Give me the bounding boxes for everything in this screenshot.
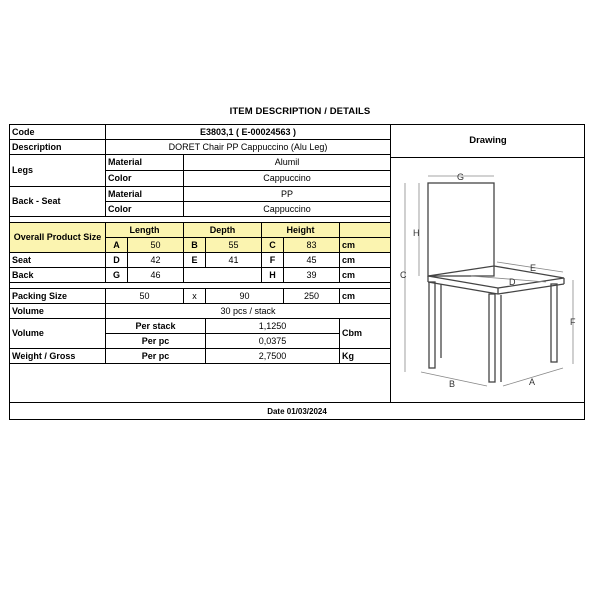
row-code [10, 125, 391, 140]
drawing-label-f: F [570, 317, 576, 327]
legs-material-label: Material [106, 155, 184, 171]
h-value: 39 [284, 268, 340, 283]
f-label: F [262, 253, 284, 268]
packing-unit: cm [340, 289, 391, 304]
back-unit: cm [340, 268, 391, 283]
drawing-label-c: C [400, 270, 407, 280]
document-title: ITEM DESCRIPTION / DETAILS [229, 106, 371, 117]
drawing-label-a: A [529, 377, 536, 387]
overall-size-label: Overall Product Size [10, 223, 106, 253]
back-seat-label: Back - Seat [10, 187, 106, 217]
row-packing [10, 289, 391, 304]
c-value: 83 [284, 238, 340, 253]
g-label: G [106, 268, 128, 283]
legs-material-value: Alumil [184, 155, 391, 171]
drawing-label-e: E [530, 263, 537, 273]
drawing-label-h: H [413, 228, 420, 238]
depth-header: Depth [184, 223, 262, 238]
b-value: 55 [206, 238, 262, 253]
packing-height: 250 [284, 289, 340, 304]
a-label: A [106, 238, 128, 253]
g-value: 46 [128, 268, 184, 283]
description-value: DORET Chair PP Cappuccino (Alu Leg) [106, 140, 391, 155]
back-seat-color-value: Cappuccino [184, 202, 391, 217]
row-description [10, 140, 391, 155]
drawing-label-b: B [449, 379, 456, 389]
row-legs-material [10, 155, 391, 171]
back-blank [184, 268, 262, 283]
legs-color-value: Cappuccino [184, 171, 391, 187]
seat-label: Seat [10, 253, 106, 268]
row-volume-per-stack [10, 319, 391, 334]
h-label: H [262, 268, 284, 283]
packing-x1: x [184, 289, 206, 304]
row-seat [10, 253, 391, 268]
row-back [10, 268, 391, 283]
drawing-label-d: D [509, 277, 516, 287]
packing-label: Packing Size [10, 289, 106, 304]
volume-label-1: Volume [10, 304, 106, 319]
d-label: D [106, 253, 128, 268]
chair-drawing [391, 158, 585, 402]
back-label: Back [10, 268, 106, 283]
d-value: 42 [128, 253, 184, 268]
overall-header-blank [340, 223, 391, 238]
back-seat-color-label: Color [106, 202, 184, 217]
e-label: E [184, 253, 206, 268]
code-value: E3803,1 ( E-00024563 ) [106, 125, 391, 140]
packing-width: 90 [206, 289, 284, 304]
row-weight [10, 349, 391, 364]
weight-value: 2,7500 [206, 349, 340, 364]
chair-leg-front-left [429, 282, 435, 368]
per-pc-label: Per pc [106, 334, 206, 349]
volume-unit: Cbm [340, 319, 391, 349]
chair-backrest [428, 183, 494, 276]
e-value: 41 [206, 253, 262, 268]
height-header: Height [262, 223, 340, 238]
a-value: 50 [128, 238, 184, 253]
weight-per-pc-label: Per pc [106, 349, 206, 364]
legs-color-label: Color [106, 171, 184, 187]
b-label: B [184, 238, 206, 253]
overall-unit: cm [340, 238, 391, 253]
c-label: C [262, 238, 284, 253]
legs-label: Legs [10, 155, 106, 187]
seat-unit: cm [340, 253, 391, 268]
weight-label: Weight / Gross [10, 349, 106, 364]
spec-table [9, 124, 391, 364]
weight-unit: Kg [340, 349, 391, 364]
back-seat-material-label: Material [106, 187, 184, 202]
drawing-label-g: G [457, 172, 465, 182]
volume-label-2: Volume [10, 319, 106, 349]
row-overall-header [10, 223, 391, 238]
volume-stack-value: 30 pcs / stack [106, 304, 391, 319]
drawing-area [390, 158, 585, 402]
row-volume-stack [10, 304, 391, 319]
packing-length: 50 [106, 289, 184, 304]
chair-leg-back-right [551, 284, 557, 362]
per-pc-value: 0,0375 [206, 334, 340, 349]
length-header: Length [106, 223, 184, 238]
date-footer: Date 01/03/2024 [9, 402, 585, 420]
code-label: Code [10, 125, 106, 140]
description-label: Description [10, 140, 106, 155]
row-backseat-material [10, 187, 391, 202]
back-seat-material-value: PP [184, 187, 391, 202]
f-value: 45 [284, 253, 340, 268]
per-stack-label: Per stack [106, 319, 206, 334]
drawing-header: Drawing [390, 124, 585, 158]
chair-leg-front-right [489, 294, 495, 382]
per-stack-value: 1,1250 [206, 319, 340, 334]
